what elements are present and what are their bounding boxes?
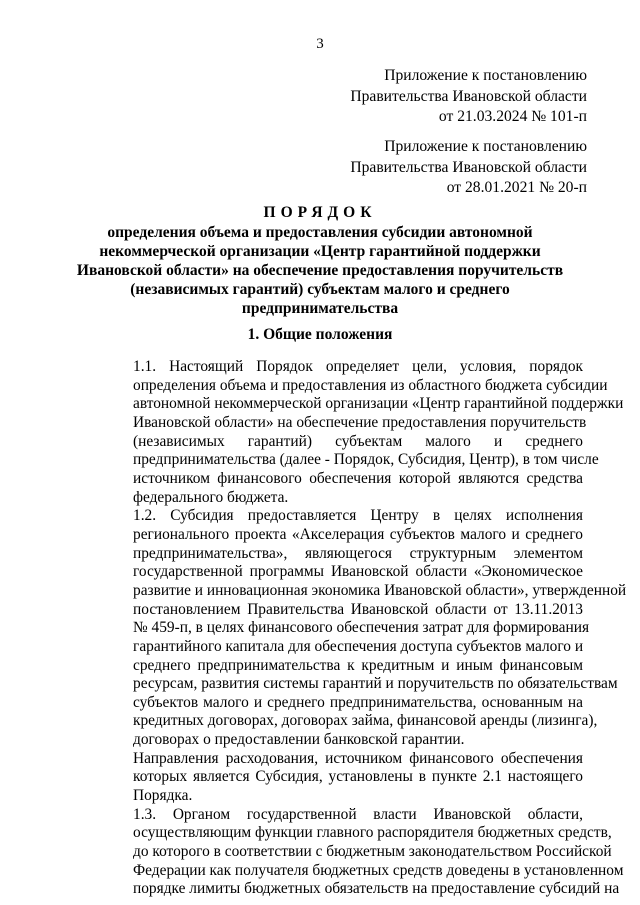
paragraph-line: 1.2. Субсидия предоставляется Центру в целях исполнения — [133, 507, 583, 525]
paragraph-line: порядке лимиты бюджетных обязательств на предоставление субсидий на — [133, 880, 620, 898]
paragraph-line: развитие и инновационная экономика Ивановской области», утвержденной — [133, 581, 627, 599]
appendix-current-line: Правительства Ивановской области — [350, 87, 587, 105]
paragraph-line: субъектов малого и среднего предпринимательства, основанным на — [133, 693, 583, 711]
paragraph-line: определения объема и предоставления из областного бюджета субсидии — [133, 376, 608, 394]
paragraph-line: кредитных договорах, договорах займа, финансовой аренды (лизинга), — [133, 712, 598, 730]
paragraph-line: предпринимательства (далее - Порядок, Субсидия, Центр), в том числе — [133, 451, 599, 469]
paragraph — [89, 750, 583, 806]
section-heading: 1. Общие положения — [247, 326, 393, 343]
paragraph-line: среднего предпринимательства к кредитным и иным финансовым — [133, 656, 583, 674]
paragraph-line: регионального проекта «Акселерация субъектов малого и среднего — [133, 525, 583, 543]
paragraph-line: федерального бюджета. — [133, 488, 289, 506]
document-subtitle-line: некоммерческой организации «Центр гарантийной поддержки — [99, 243, 541, 260]
paragraph-line: (независимых гарантий) субъектам малого и среднего — [133, 432, 583, 450]
appendix-original-line: от 28.01.2021 № 20-п — [446, 179, 587, 196]
appendix-original-line: Приложение к постановлению — [384, 138, 587, 155]
document-subtitle-line: предпринимательства — [241, 300, 399, 317]
appendix-original-line: Правительства Ивановской области — [350, 158, 587, 176]
paragraph-line: 1.3. Органом государственной власти Ивановской области, — [133, 805, 583, 823]
appendix-current — [350, 66, 587, 128]
appendix-original — [350, 137, 587, 199]
document-title-block — [70, 203, 570, 318]
paragraph-line: автономной некоммерческой организации «Центр гарантийной поддержки — [133, 395, 624, 413]
paragraph-line: ресурсам, развития системы гарантий и поручительств по обязательствам — [133, 675, 618, 693]
paragraph-line: которых является Субсидия, установлены в пункте 2.1 настоящего — [133, 768, 583, 786]
document-subtitle-line: (независимых гарантий) субъектам малого и среднего — [130, 281, 510, 298]
paragraph — [89, 507, 627, 750]
paragraph — [89, 358, 624, 507]
paragraph-line: № 459-п, в целях финансового обеспечения затрат для формирования — [133, 619, 590, 637]
paragraph-line: до которого в соответствии с бюджетным законодательством Российской — [133, 843, 612, 861]
paragraph-line: гарантийного капитала для обеспечения доступа субъектов малого и — [133, 637, 584, 655]
paragraph-line: Порядка. — [133, 787, 193, 805]
appendix-current-line: Приложение к постановлению — [384, 67, 587, 84]
paragraph-line: Ивановской области» на обеспечение предоставления поручительств — [133, 413, 587, 431]
paragraph-line: Федерации как получателя бюджетных средств доведены в установленном — [133, 861, 624, 879]
paragraph-line: 1.1. Настоящий Порядок определяет цели, условия, порядок — [133, 358, 583, 375]
paragraph-line: Направления расходования, источником финансового обеспечения — [133, 749, 583, 767]
page-number: 3 — [316, 36, 324, 52]
document-subtitle-line: определения объема и предоставления субсидии автономной — [107, 224, 533, 241]
paragraph-line: государственной программы Ивановской области «Экономическое — [133, 563, 583, 581]
paragraph-line: договорах о предоставлении банковской гарантии. — [133, 731, 465, 749]
paragraph — [89, 805, 624, 899]
paragraph-line: постановлением Правительства Ивановской области от 13.11.2013 — [133, 600, 583, 618]
appendix-current-line: от 21.03.2024 № 101-п — [438, 108, 587, 125]
paragraph-line: осуществляющим функции главного распорядителя бюджетных средств, — [133, 824, 612, 842]
document-subtitle-line: Ивановской области» на обеспечение предоставления поручительств — [76, 262, 564, 279]
paragraph-line: предпринимательства», являющегося структурным элементом — [133, 544, 583, 562]
paragraph-line: источником финансового обеспечения которой являются средства — [133, 469, 583, 487]
document-title: ПОРЯДОК — [263, 204, 377, 221]
document-body — [89, 358, 627, 899]
